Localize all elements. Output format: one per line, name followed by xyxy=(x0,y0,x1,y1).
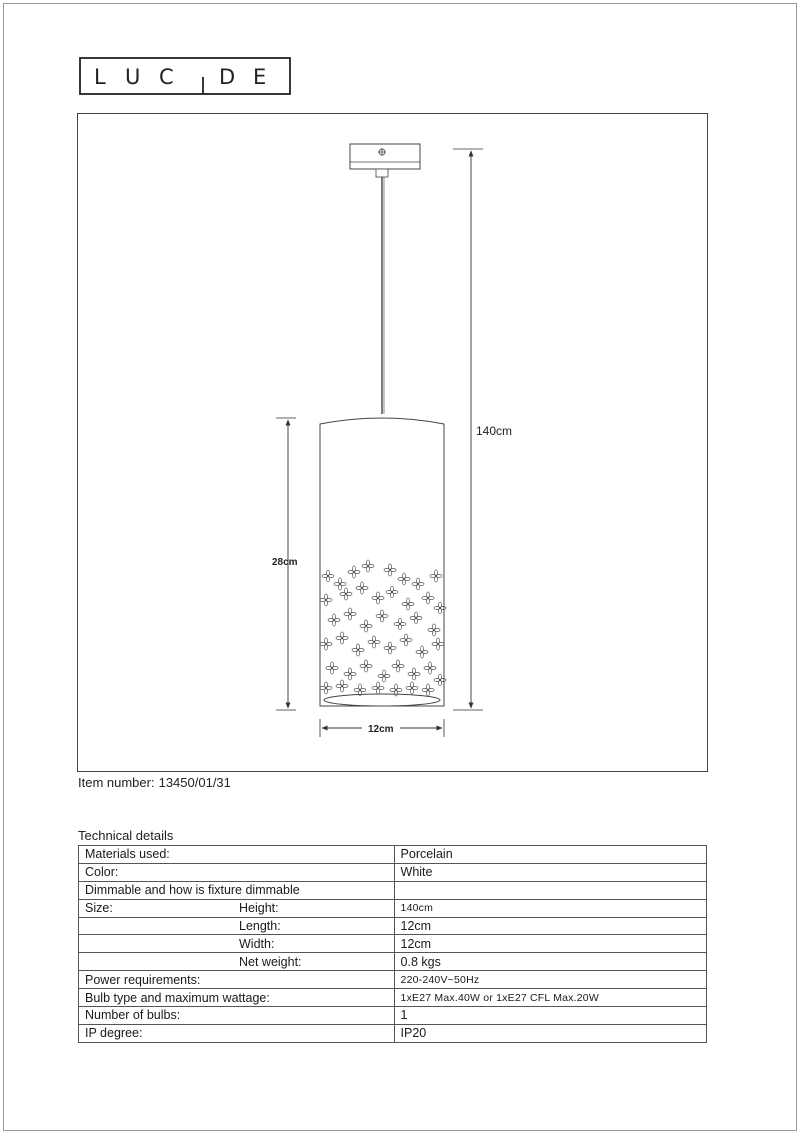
spec-value: 140cm xyxy=(394,899,706,917)
spec-sublabel: Width: xyxy=(239,936,275,951)
spec-value: 12cm xyxy=(394,917,706,935)
spec-label: Size: xyxy=(85,901,113,916)
item-number-value: 13450/01/31 xyxy=(158,775,231,790)
spec-label: IP degree: xyxy=(79,1024,395,1042)
table-row xyxy=(79,899,707,917)
table-row xyxy=(79,917,707,935)
spec-label-cell xyxy=(79,953,395,971)
technical-details-title: Technical details xyxy=(78,828,174,843)
table-row xyxy=(79,863,707,881)
table-row xyxy=(79,881,707,899)
spec-label: Dimmable and how is fixture dimmable xyxy=(79,881,395,899)
dimension-label-height: 140cm xyxy=(476,424,513,438)
technical-details-table xyxy=(78,845,707,1043)
spec-value: 0.8 kgs xyxy=(394,953,706,971)
spec-label-cell xyxy=(79,935,395,953)
table-row xyxy=(79,971,707,989)
dimension-width xyxy=(320,719,444,737)
spec-value: 12cm xyxy=(394,935,706,953)
logo-letter: C xyxy=(159,65,174,89)
spec-value: Porcelain xyxy=(394,846,706,864)
table-row xyxy=(79,1024,707,1042)
logo-letter: L xyxy=(94,65,106,89)
spec-sublabel: Net weight: xyxy=(239,954,302,969)
dimension-label-width: 12cm xyxy=(368,724,394,735)
dimension-total-height xyxy=(453,149,512,710)
logo-letter: D xyxy=(219,65,236,89)
lucide-logo xyxy=(79,57,291,95)
table-row xyxy=(79,953,707,971)
spec-label: Bulb type and maximum wattage: xyxy=(79,989,395,1007)
spec-value xyxy=(394,881,706,899)
spec-label: Materials used: xyxy=(79,846,395,864)
item-number-label: Item number: xyxy=(78,775,155,790)
spec-sublabel: Length: xyxy=(239,919,281,933)
table-row xyxy=(79,1007,707,1025)
spec-value: 1xE27 Max.40W or 1xE27 CFL Max.20W xyxy=(394,989,706,1007)
spec-sublabel: Height: xyxy=(239,901,279,916)
technical-drawing xyxy=(77,113,708,772)
table-row xyxy=(79,935,707,953)
spec-label-cell xyxy=(79,917,395,935)
spec-value: 220-240V~50Hz xyxy=(394,971,706,989)
spec-value: White xyxy=(394,863,706,881)
table-row xyxy=(79,989,707,1007)
table-row xyxy=(79,846,707,864)
dimension-label-shade-height: 28cm xyxy=(272,557,298,568)
item-number xyxy=(78,775,231,790)
dimension-shade-height xyxy=(272,418,298,710)
pendant-shade xyxy=(320,418,444,706)
spec-label-cell xyxy=(79,899,395,917)
logo-letter: U xyxy=(125,65,141,89)
spec-label: Number of bulbs: xyxy=(79,1007,395,1025)
spec-label: Power requirements: xyxy=(79,971,395,989)
spec-label: Color: xyxy=(79,863,395,881)
ceiling-canopy xyxy=(350,144,420,177)
spec-value: IP20 xyxy=(394,1024,706,1042)
logo-letter: E xyxy=(253,65,267,89)
spec-value: 1 xyxy=(394,1007,706,1025)
